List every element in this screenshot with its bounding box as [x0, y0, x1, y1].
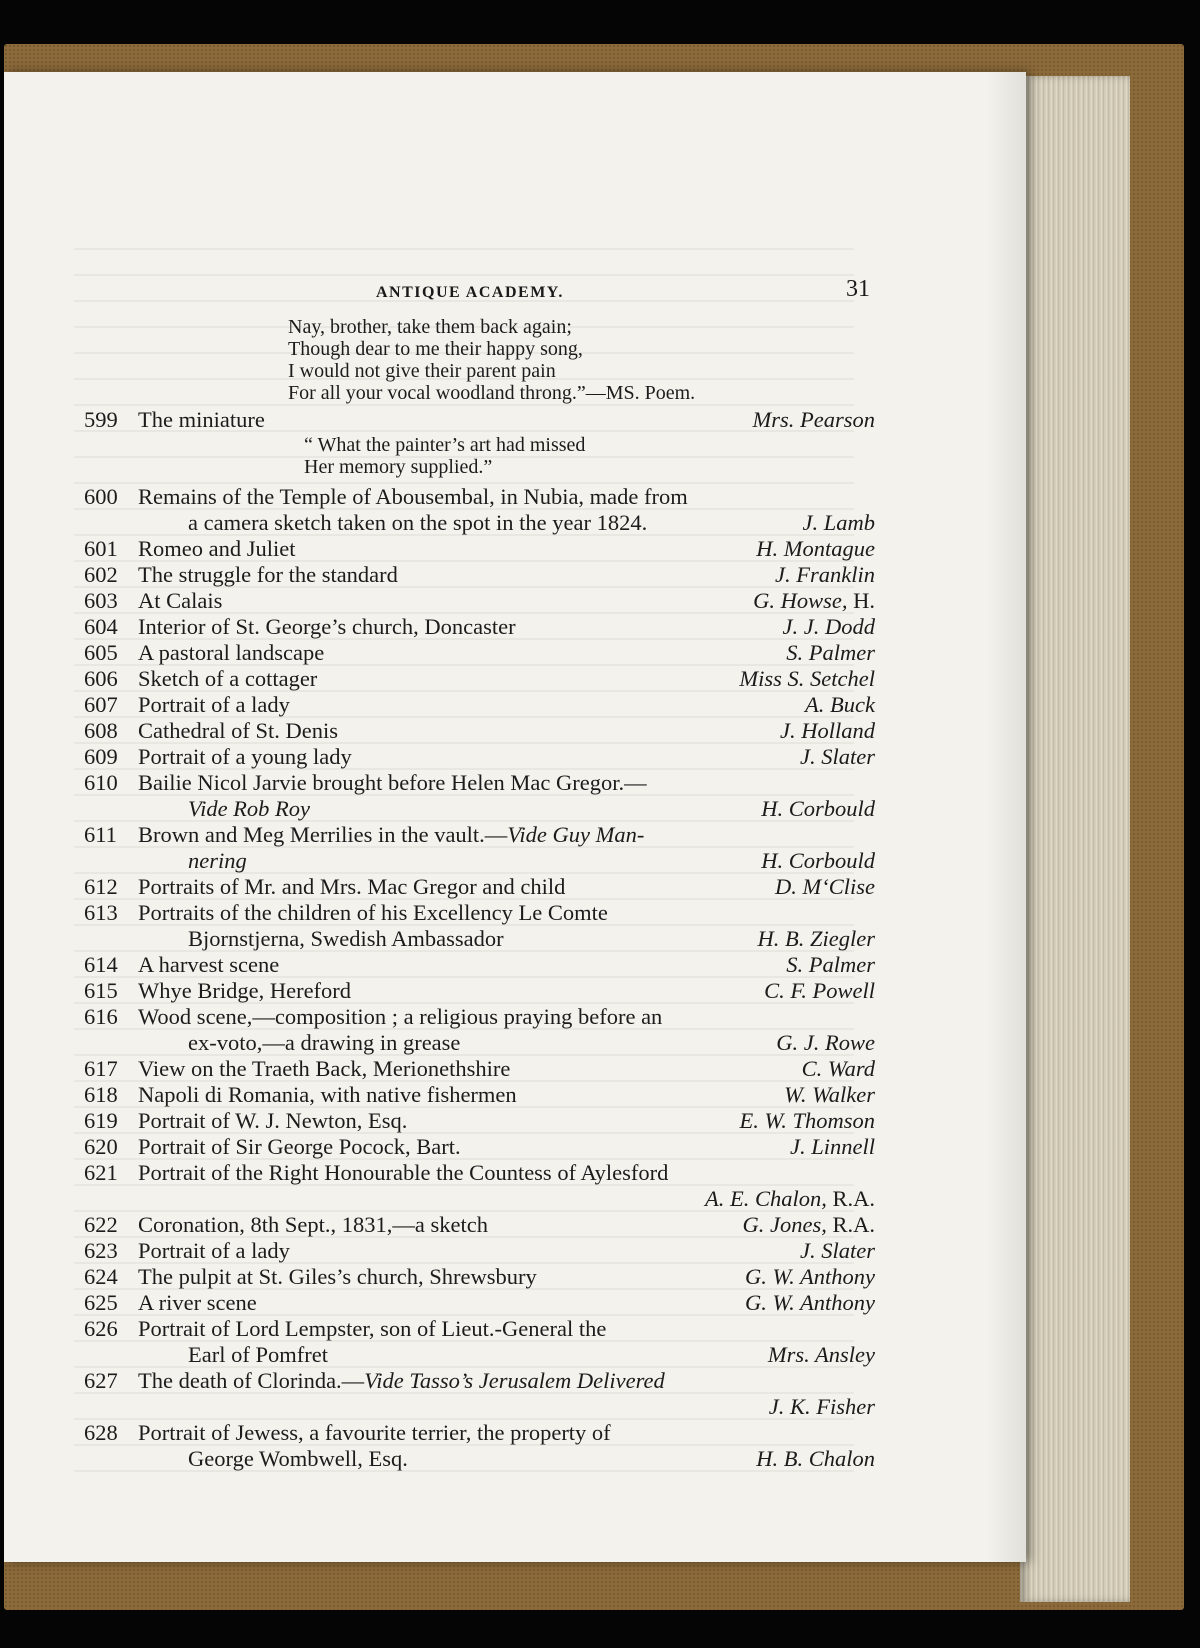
list-item	[4, 1082, 875, 1108]
entry-number: 614	[84, 952, 118, 977]
list-item	[4, 900, 875, 926]
list-item-continuation	[4, 1394, 875, 1420]
entry-title: Portrait of W. J. Newton, Esq.	[138, 1108, 408, 1133]
quote-line: Her memory supplied.”	[304, 456, 493, 478]
entry-artist: J. Franklin	[775, 562, 875, 587]
entry-artist: H. B. Ziegler	[757, 926, 875, 951]
entry-number: 608	[84, 718, 118, 743]
entry-title: Bailie Nicol Jarvie brought before Helen Mac Gregor.—	[138, 770, 647, 795]
entry-artist: S. Palmer	[786, 640, 875, 665]
entry-title-text: Brown and Meg Merrilies in the vault.—	[138, 822, 508, 847]
list-item-continuation	[4, 1342, 875, 1368]
entry-title: Remains of the Temple of Abousembal, in Nubia, made from	[138, 484, 688, 509]
entry-title: The miniature	[138, 407, 265, 432]
entry-artist-name: G. Jones,	[742, 1212, 827, 1237]
entry-number: 610	[84, 770, 118, 795]
entry-title: Vide Rob Roy	[188, 796, 311, 821]
entry-title: Portrait of the Right Honourable the Countess of Aylesford	[138, 1160, 669, 1185]
entry-title: Portrait of Sir George Pocock, Bart.	[138, 1134, 461, 1159]
entry-title: Romeo and Juliet	[138, 536, 296, 561]
page-header	[4, 276, 1026, 314]
entry-artist: H. Montague	[756, 536, 875, 561]
list-item	[4, 1368, 875, 1394]
entry-artist: A. Buck	[805, 692, 875, 717]
list-item	[4, 822, 875, 848]
entry-title: The struggle for the standard	[138, 562, 398, 587]
list-item-continuation	[4, 796, 875, 822]
entry-title: Bjornstjerna, Swedish Ambassador	[188, 926, 504, 951]
list-item	[4, 692, 875, 718]
poem-line: Though dear to me their happy song,	[288, 338, 583, 360]
entry-number: 623	[84, 1238, 118, 1263]
entry-title: A pastoral landscape	[138, 640, 325, 665]
entry-artist: S. Palmer	[786, 952, 875, 977]
entry-title: Coronation, 8th Sept., 1831,—a sketch	[138, 1212, 488, 1237]
entry-artist: G. W. Anthony	[744, 1264, 875, 1289]
entry-artist-suffix: H.	[847, 588, 875, 613]
entry-title: Portraits of the children of his Excellency Le Comte	[138, 900, 608, 925]
entry-artist: J. J. Dodd	[782, 614, 875, 639]
list-item	[4, 588, 875, 614]
entry-artist: H. Corbould	[761, 796, 875, 821]
entry-artist-name: A. E. Chalon,	[704, 1186, 827, 1211]
list-item	[4, 1420, 875, 1446]
list-item	[4, 1316, 875, 1342]
running-head: ANTIQUE ACADEMY.	[376, 284, 564, 301]
quote-line: “ What the painter’s art had missed	[304, 434, 586, 456]
list-item	[4, 1004, 875, 1030]
entry-number: 607	[84, 692, 118, 717]
list-item	[4, 562, 875, 588]
entry-title-text: The death of Clorinda.—	[138, 1368, 365, 1393]
list-item-continuation	[4, 1186, 875, 1212]
entry-title: a camera sketch taken on the spot in the year 1824.	[188, 510, 648, 535]
entry-number: 609	[84, 744, 118, 769]
entry-title: The pulpit at St. Giles’s church, Shrewsbury	[138, 1264, 537, 1289]
list-item	[4, 1108, 875, 1134]
entry-title: Portrait of Lord Lempster, son of Lieut.-General the	[138, 1316, 607, 1341]
entry-artist: J. Holland	[780, 718, 875, 743]
entry-artist-suffix: R.A.	[826, 1212, 875, 1237]
entry-artist	[705, 1186, 875, 1212]
entry-number: 602	[84, 562, 118, 587]
entry-number: 616	[84, 1004, 118, 1029]
list-item	[4, 666, 875, 692]
entry-artist: J. Lamb	[802, 510, 875, 535]
list-item	[4, 1264, 875, 1290]
entry-artist: W. Walker	[784, 1082, 875, 1107]
entry-title: ex-voto,—a drawing in grease	[188, 1030, 461, 1055]
entry-number: 611	[84, 822, 117, 847]
entry-title: George Wombwell, Esq.	[188, 1446, 408, 1471]
list-item	[4, 952, 875, 978]
entry-artist: J. Linnell	[790, 1134, 875, 1159]
entry-number: 612	[84, 874, 118, 899]
entry-title: A river scene	[138, 1290, 257, 1315]
entry-number: 618	[84, 1082, 118, 1107]
list-item	[4, 978, 875, 1004]
entry-artist: G. W. Anthony	[744, 1290, 875, 1315]
entry-artist: H. Corbould	[761, 848, 875, 873]
entry-title: Portrait of a young lady	[138, 744, 352, 769]
poem-line: I would not give their parent pain	[288, 360, 556, 382]
list-item	[4, 1056, 875, 1082]
list-item-continuation	[4, 1030, 875, 1056]
entry-artist: J. Slater	[800, 1238, 875, 1263]
entry-title: Portrait of a lady	[138, 692, 290, 717]
entry-artist-suffix: R.A.	[826, 1186, 875, 1211]
list-item	[4, 1134, 875, 1160]
entry-number: 628	[84, 1420, 118, 1445]
entry-number: 620	[84, 1134, 118, 1159]
entry-artist: Mrs. Pearson	[752, 407, 875, 432]
list-item	[4, 1290, 875, 1316]
entry-title: Portraits of Mr. and Mrs. Mac Gregor and child	[138, 874, 566, 899]
entry-artist: G. J. Rowe	[776, 1030, 875, 1055]
entry-number: 601	[84, 536, 118, 561]
list-item	[4, 718, 875, 744]
entry-title: Whye Bridge, Hereford	[138, 978, 352, 1003]
entry-artist: H. B. Chalon	[756, 1446, 875, 1471]
list-item	[4, 1212, 875, 1238]
entry-number: 617	[84, 1056, 118, 1081]
entry-title: Napoli di Romania, with native fishermen	[138, 1082, 517, 1107]
entry-number: 606	[84, 666, 118, 691]
poem-line: Nay, brother, take them back again;	[288, 316, 572, 338]
entry-number: 621	[84, 1160, 118, 1185]
entry-title: View on the Traeth Back, Merionethshire	[138, 1056, 511, 1081]
list-item	[4, 536, 875, 562]
entry-artist	[743, 1212, 876, 1238]
list-item	[4, 770, 875, 796]
entry-artist-name: G. Howse,	[753, 588, 848, 613]
entry-number: 615	[84, 978, 118, 1003]
entry-number: 604	[84, 614, 118, 639]
entry-number: 619	[84, 1108, 118, 1133]
entry-title: Cathedral of St. Denis	[138, 718, 338, 743]
entry-artist: C. F. Powell	[764, 978, 875, 1003]
entry-number: 622	[84, 1212, 118, 1237]
entry-number: 600	[84, 484, 118, 509]
entry-number: 599	[84, 407, 118, 432]
entry-artist: E. W. Thomson	[739, 1108, 875, 1133]
entry-title: A harvest scene	[138, 952, 280, 977]
entry-title: At Calais	[138, 588, 223, 613]
entry-title: nering	[188, 848, 247, 873]
entry-artist: C. Ward	[801, 1056, 875, 1081]
poem-line: For all your vocal woodland throng.”—MS. Poem.	[288, 382, 696, 404]
entry-title: Wood scene,—composition ; a religious praying before an	[138, 1004, 663, 1029]
entry-title: Portrait of a lady	[138, 1238, 290, 1263]
list-item	[4, 640, 875, 666]
list-item	[4, 407, 875, 433]
entry-number: 605	[84, 640, 118, 665]
entry-artist: J. Slater	[800, 744, 875, 769]
list-item-continuation	[4, 926, 875, 952]
list-item-continuation	[4, 1446, 875, 1472]
entry-title: Portrait of Jewess, a favourite terrier, the property of	[138, 1420, 611, 1445]
entry-artist: J. K. Fisher	[768, 1394, 875, 1419]
list-item	[4, 614, 875, 640]
entry-artist: Miss S. Setchel	[739, 666, 875, 691]
entry-number: 603	[84, 588, 118, 613]
entry-title	[138, 822, 644, 848]
list-item	[4, 1160, 875, 1186]
list-item	[4, 1238, 875, 1264]
entry-artist: Mrs. Ansley	[767, 1342, 875, 1367]
entry-artist: D. M‘Clise	[775, 874, 875, 899]
entry-title: Earl of Pomfret	[188, 1342, 328, 1367]
entry-title	[138, 1368, 665, 1394]
entry-number: 624	[84, 1264, 118, 1289]
entry-title: Sketch of a cottager	[138, 666, 318, 691]
book-page	[4, 72, 1026, 1562]
entry-number: 625	[84, 1290, 118, 1315]
page-edges	[1020, 76, 1130, 1602]
entry-title-italic: Vide Tasso’s Jerusalem Delivered	[364, 1368, 665, 1393]
entry-number: 627	[84, 1368, 118, 1393]
list-item	[4, 744, 875, 770]
entry-number: 626	[84, 1316, 118, 1341]
page-number: 31	[846, 276, 870, 302]
list-item-continuation	[4, 510, 875, 536]
list-item	[4, 484, 875, 510]
entry-title-italic: Vide Guy Man-	[507, 822, 645, 847]
list-item	[4, 874, 875, 900]
list-item-continuation	[4, 848, 875, 874]
entry-title: Interior of St. George’s church, Doncaster	[138, 614, 516, 639]
entry-number: 613	[84, 900, 118, 925]
entry-artist	[753, 588, 875, 614]
